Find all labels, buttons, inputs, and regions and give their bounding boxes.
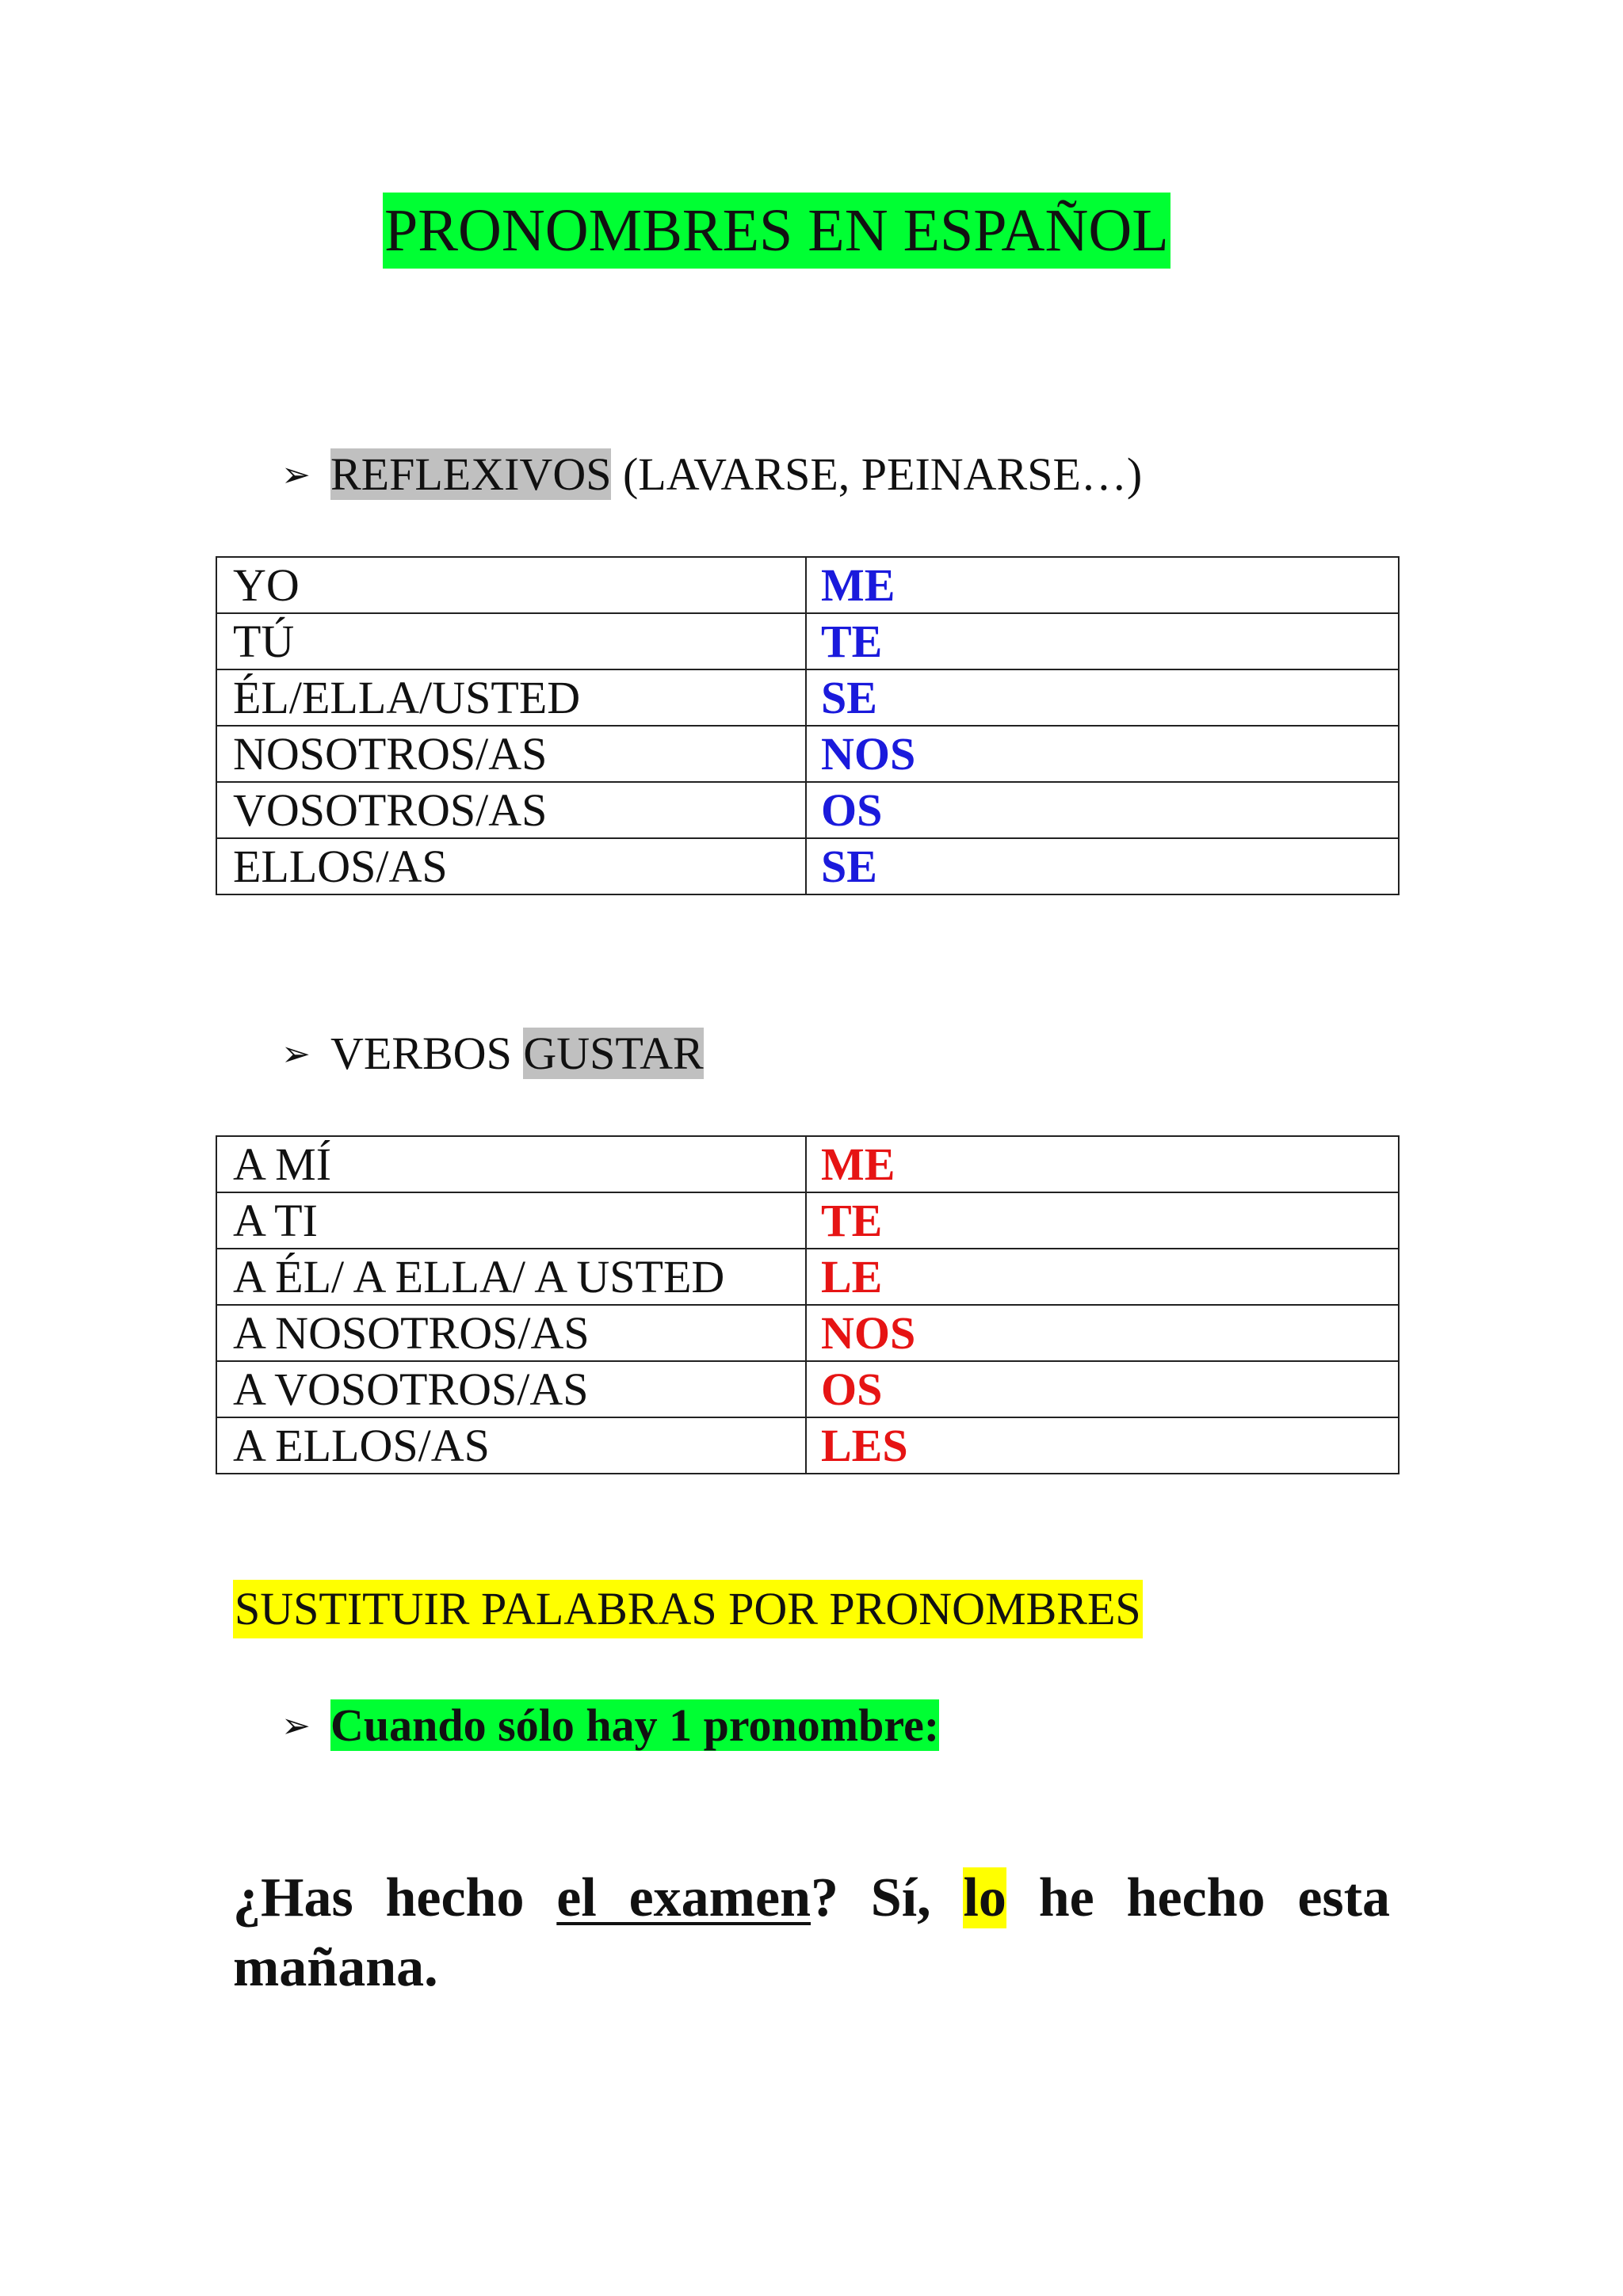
reflexivos-heading-rest: (LAVARSE, PEINARSE…) — [611, 448, 1143, 500]
section-title: SUSTITUIR PALABRAS POR PRONOMBRES — [233, 1580, 1143, 1638]
arrowhead-bullet-icon: ➢ — [281, 455, 311, 495]
arrowhead-bullet-icon: ➢ — [281, 1034, 311, 1074]
subject-cell: A NOSOTROS/AS — [216, 1305, 806, 1361]
subject-cell: A ÉL/ A ELLA/ A USTED — [216, 1249, 806, 1305]
subject-cell: A VOSOTROS/AS — [216, 1361, 806, 1417]
table-row — [216, 838, 1399, 894]
table-row — [216, 613, 1399, 669]
arrowhead-bullet-icon: ➢ — [281, 1706, 311, 1746]
subject-cell: TÚ — [216, 613, 806, 669]
gustar-table — [216, 1135, 1400, 1474]
table-row — [216, 1361, 1399, 1417]
pronoun-cell: TE — [806, 1192, 1399, 1249]
table-row — [216, 669, 1399, 726]
pronoun-cell: OS — [806, 1361, 1399, 1417]
pronoun-cell: SE — [806, 838, 1399, 894]
bullet-gustar — [281, 1024, 704, 1084]
reflexivos-table — [216, 556, 1400, 895]
reflexivos-heading: REFLEXIVOS — [330, 448, 612, 500]
pronoun-cell: NOS — [806, 726, 1399, 782]
subject-cell: A TI — [216, 1192, 806, 1249]
pronoun-cell: LES — [806, 1417, 1399, 1474]
bullet-reflexivos — [281, 445, 1142, 505]
table-row — [216, 1192, 1399, 1249]
table-row — [216, 1417, 1399, 1474]
pronoun-cell: LE — [806, 1249, 1399, 1305]
subject-cell: YO — [216, 557, 806, 613]
table-row — [216, 1136, 1399, 1192]
table-row — [216, 726, 1399, 782]
example-highlighted: lo — [963, 1867, 1006, 1928]
subsection-heading: Cuando sólo hay 1 pronombre: — [330, 1699, 940, 1751]
subject-cell: VOSOTROS/AS — [216, 782, 806, 838]
subject-cell: ÉL/ELLA/USTED — [216, 669, 806, 726]
gustar-heading: GUSTAR — [523, 1028, 704, 1079]
pronoun-cell: SE — [806, 669, 1399, 726]
pronoun-cell: NOS — [806, 1305, 1399, 1361]
table-row — [216, 782, 1399, 838]
table-row — [216, 1305, 1399, 1361]
example-part3: he hecho esta mañana. — [233, 1867, 1390, 1998]
subject-cell: NOSOTROS/AS — [216, 726, 806, 782]
example-sentence — [233, 1863, 1390, 2003]
table-row — [216, 1249, 1399, 1305]
pronoun-cell: OS — [806, 782, 1399, 838]
page-title: PRONOMBRES EN ESPAÑOL — [383, 193, 1170, 269]
pronoun-cell: ME — [806, 1136, 1399, 1192]
bullet-subsection — [281, 1696, 939, 1756]
gustar-heading-prefix: VERBOS — [330, 1028, 524, 1079]
example-underlined: el examen — [556, 1867, 811, 1928]
example-part1: ¿Has hecho — [233, 1867, 557, 1928]
pronoun-cell: TE — [806, 613, 1399, 669]
example-part2: ? Sí, — [811, 1867, 964, 1928]
subject-cell: A MÍ — [216, 1136, 806, 1192]
pronoun-cell: ME — [806, 557, 1399, 613]
table-row — [216, 557, 1399, 613]
subject-cell: A ELLOS/AS — [216, 1417, 806, 1474]
subject-cell: ELLOS/AS — [216, 838, 806, 894]
